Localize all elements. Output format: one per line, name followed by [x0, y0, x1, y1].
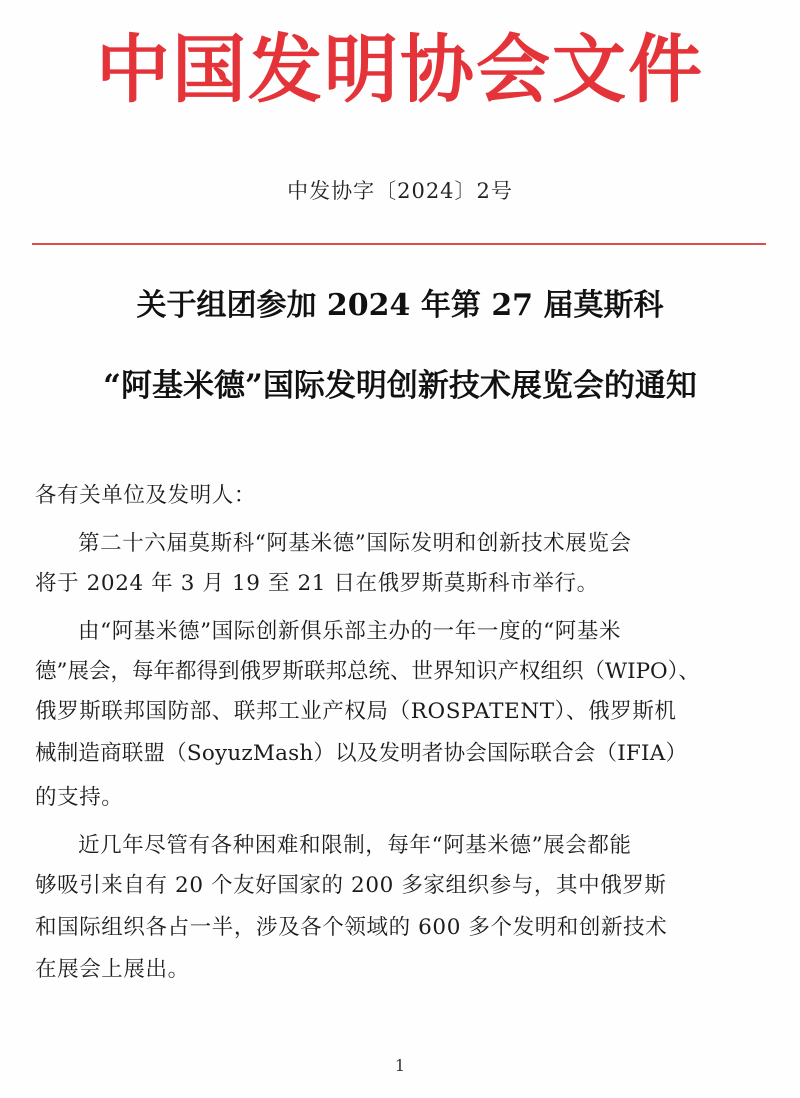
- paragraph-3-line-1: 近几年尽管有各种困难和限制，每年“阿基米德”展会都能: [78, 833, 632, 858]
- paragraph-3-line-2: 够吸引来自有 20 个友好国家的 200 多家组织参与，其中俄罗斯: [35, 873, 667, 898]
- paragraph-2-line-3: 俄罗斯联邦国防部、联邦工业产权局（ROSPATENT）、俄罗斯机: [35, 699, 677, 724]
- salutation: 各有关单位及发明人：: [35, 483, 257, 508]
- notice-title-line-2: “阿基米德”国际发明创新技术展览会的通知: [103, 368, 697, 404]
- paragraph-3-line-3: 和国际组织各占一半，涉及各个领域的 600 多个发明和创新技术: [35, 915, 668, 940]
- paragraph-2-line-2: 德”展会，每年都得到俄罗斯联邦总统、世界知识产权组织（WIPO）、: [35, 659, 700, 684]
- page-number: 1: [394, 1056, 406, 1075]
- paragraph-2-line-4: 械制造商联盟（SoyuzMash）以及发明者协会国际联合会（IFIA）: [35, 741, 688, 766]
- document-number: 中发协字〔2024〕2号: [287, 179, 513, 203]
- masthead-title: 中国发明协会文件: [96, 27, 704, 113]
- paragraph-1-line-1: 第二十六届莫斯科“阿基米德”国际发明和创新技术展览会: [78, 531, 632, 556]
- paragraph-2-line-5: 的支持。: [35, 785, 124, 810]
- paragraph-2-line-1: 由“阿基米德”国际创新俱乐部主办的一年一度的“阿基米: [78, 619, 622, 644]
- red-divider-line: [32, 243, 766, 245]
- notice-title-line-1: 关于组团参加 2024 年第 27 届莫斯科: [136, 288, 664, 323]
- paragraph-3-line-4: 在展会上展出。: [35, 957, 190, 982]
- paragraph-1-line-2: 将于 2024 年 3 月 19 至 21 日在俄罗斯莫斯科市举行。: [35, 571, 599, 596]
